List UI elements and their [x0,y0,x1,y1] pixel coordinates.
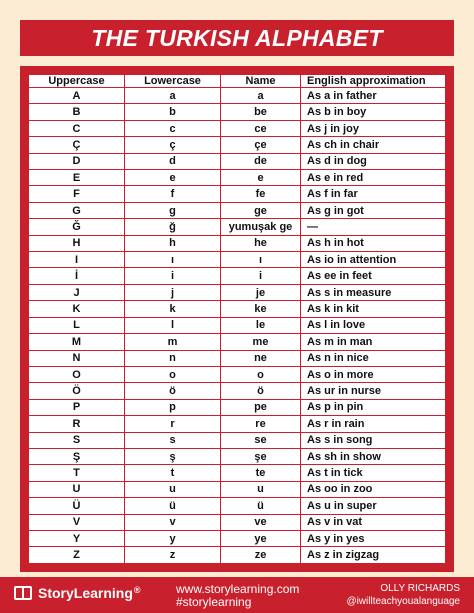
cell-uppercase: N [29,350,125,366]
table-row [29,498,446,514]
cell-uppercase: Ç [29,137,125,153]
cell-lowercase: s [125,432,221,448]
cell-lowercase: ğ [125,219,221,235]
cell-lowercase: j [125,284,221,300]
cell-uppercase: C [29,120,125,136]
cell-lowercase: y [125,530,221,546]
cell-uppercase: Ş [29,448,125,464]
table-row [29,317,446,333]
cell-english-approximation: As y in yes [301,530,446,546]
cell-uppercase: Y [29,530,125,546]
cell-english-approximation: As b in boy [301,104,446,120]
table-row [29,366,446,382]
cell-english-approximation: As s in measure [301,284,446,300]
cell-name: ı [221,252,301,268]
cell-uppercase: S [29,432,125,448]
cell-lowercase: ı [125,252,221,268]
cell-english-approximation: As j in joy [301,120,446,136]
cell-name: pe [221,399,301,415]
alphabet-table-frame [20,66,454,572]
cell-name: çe [221,137,301,153]
cell-name: ü [221,498,301,514]
table-row [29,252,446,268]
cell-uppercase: E [29,170,125,186]
cell-name: ve [221,514,301,530]
cell-english-approximation: As n in nice [301,350,446,366]
table-row [29,547,446,564]
book-icon [14,586,32,600]
cell-lowercase: c [125,120,221,136]
cell-uppercase: R [29,416,125,432]
cell-uppercase: I [29,252,125,268]
cell-name: be [221,104,301,120]
table-body [29,88,446,564]
cell-name: ye [221,530,301,546]
table-row [29,104,446,120]
cell-uppercase: J [29,284,125,300]
cell-uppercase: İ [29,268,125,284]
table-row [29,202,446,218]
cell-name: o [221,366,301,382]
cell-lowercase: r [125,416,221,432]
cell-lowercase: ü [125,498,221,514]
cell-english-approximation: As o in more [301,366,446,382]
table-row [29,514,446,530]
cell-lowercase: h [125,235,221,251]
cell-english-approximation: As f in far [301,186,446,202]
cell-english-approximation: As ee in feet [301,268,446,284]
website-block [176,583,299,609]
cell-lowercase: e [125,170,221,186]
table-row [29,137,446,153]
footer [0,577,474,613]
cell-english-approximation: As ur in nurse [301,383,446,399]
cell-english-approximation: As z in zigzag [301,547,446,564]
header-name: Name [221,75,301,88]
cell-name: je [221,284,301,300]
cell-lowercase: ç [125,137,221,153]
cell-uppercase: T [29,465,125,481]
cell-english-approximation: As sh in show [301,448,446,464]
cell-english-approximation: As m in man [301,334,446,350]
cell-lowercase: b [125,104,221,120]
cell-name: ö [221,383,301,399]
table-row [29,399,446,415]
cell-lowercase: u [125,481,221,497]
cell-lowercase: m [125,334,221,350]
cell-uppercase: G [29,202,125,218]
cell-name: ke [221,301,301,317]
header-english-approximation: English approximation [301,75,446,88]
page-title: THE TURKISH ALPHABET [20,20,454,56]
cell-lowercase: ö [125,383,221,399]
hashtag: #storylearning [176,595,252,609]
cell-lowercase: a [125,88,221,104]
table-row [29,88,446,104]
table-row [29,301,446,317]
table-row [29,284,446,300]
cell-lowercase: f [125,186,221,202]
cell-name: de [221,153,301,169]
table-header-row [29,75,446,88]
brand-text: StoryLearning [38,585,133,601]
cell-name: ce [221,120,301,136]
cell-lowercase: t [125,465,221,481]
cell-uppercase: Z [29,547,125,564]
cell-uppercase: Ğ [29,219,125,235]
cell-english-approximation: As u in super [301,498,446,514]
cell-english-approximation: As io in attention [301,252,446,268]
cell-uppercase: Ü [29,498,125,514]
cell-english-approximation: As oo in zoo [301,481,446,497]
author-block [346,582,460,608]
cell-name: re [221,416,301,432]
cell-name: te [221,465,301,481]
header-uppercase: Uppercase [29,75,125,88]
cell-name: se [221,432,301,448]
alphabet-table [28,74,446,564]
cell-lowercase: k [125,301,221,317]
cell-lowercase: d [125,153,221,169]
cell-lowercase: i [125,268,221,284]
cell-uppercase: B [29,104,125,120]
cell-english-approximation: As t in tick [301,465,446,481]
table-row [29,416,446,432]
cell-name: he [221,235,301,251]
table-row [29,268,446,284]
cell-name: e [221,170,301,186]
cell-lowercase: p [125,399,221,415]
cell-name: ge [221,202,301,218]
cell-english-approximation: As h in hot [301,235,446,251]
cell-name: i [221,268,301,284]
cell-name: yumuşak ge [221,219,301,235]
cell-lowercase: g [125,202,221,218]
table-row [29,465,446,481]
cell-uppercase: K [29,301,125,317]
cell-english-approximation: As a in father [301,88,446,104]
table-row [29,432,446,448]
cell-english-approximation: — [301,219,446,235]
cell-name: ze [221,547,301,564]
cell-uppercase: M [29,334,125,350]
cell-english-approximation: As e in red [301,170,446,186]
table-row [29,153,446,169]
brand-logo [14,585,141,601]
table-row [29,481,446,497]
website-link[interactable]: www.storylearning.com [176,582,300,596]
cell-uppercase: L [29,317,125,333]
cell-name: ne [221,350,301,366]
table-row [29,383,446,399]
cell-name: şe [221,448,301,464]
cell-english-approximation: As d in dog [301,153,446,169]
cell-english-approximation: As p in pin [301,399,446,415]
table-row [29,530,446,546]
brand-name [38,585,141,601]
table-row [29,350,446,366]
cell-english-approximation: As ch in chair [301,137,446,153]
table-row [29,448,446,464]
cell-english-approximation: As r in rain [301,416,446,432]
cell-english-approximation: As s in song [301,432,446,448]
cell-uppercase: F [29,186,125,202]
cell-lowercase: n [125,350,221,366]
registered-mark: ® [133,585,141,595]
cell-name: u [221,481,301,497]
cell-uppercase: V [29,514,125,530]
cell-english-approximation: As l in love [301,317,446,333]
cell-uppercase: U [29,481,125,497]
cell-english-approximation: As k in kit [301,301,446,317]
cell-lowercase: o [125,366,221,382]
table-row [29,334,446,350]
cell-english-approximation: As g in got [301,202,446,218]
table-row [29,235,446,251]
cell-uppercase: P [29,399,125,415]
cell-lowercase: z [125,547,221,564]
cell-name: fe [221,186,301,202]
author-name: OLLY RICHARDS [380,583,460,594]
cell-name: me [221,334,301,350]
author-handle: @iwillteachyoualanguage [346,596,460,607]
cell-uppercase: D [29,153,125,169]
cell-uppercase: O [29,366,125,382]
table-row [29,120,446,136]
cell-name: le [221,317,301,333]
cell-uppercase: A [29,88,125,104]
cell-lowercase: l [125,317,221,333]
header-lowercase: Lowercase [125,75,221,88]
table-row [29,170,446,186]
table-row [29,219,446,235]
cell-uppercase: H [29,235,125,251]
table-row [29,186,446,202]
cell-uppercase: Ö [29,383,125,399]
cell-lowercase: v [125,514,221,530]
cell-lowercase: ş [125,448,221,464]
cell-name: a [221,88,301,104]
cell-english-approximation: As v in vat [301,514,446,530]
